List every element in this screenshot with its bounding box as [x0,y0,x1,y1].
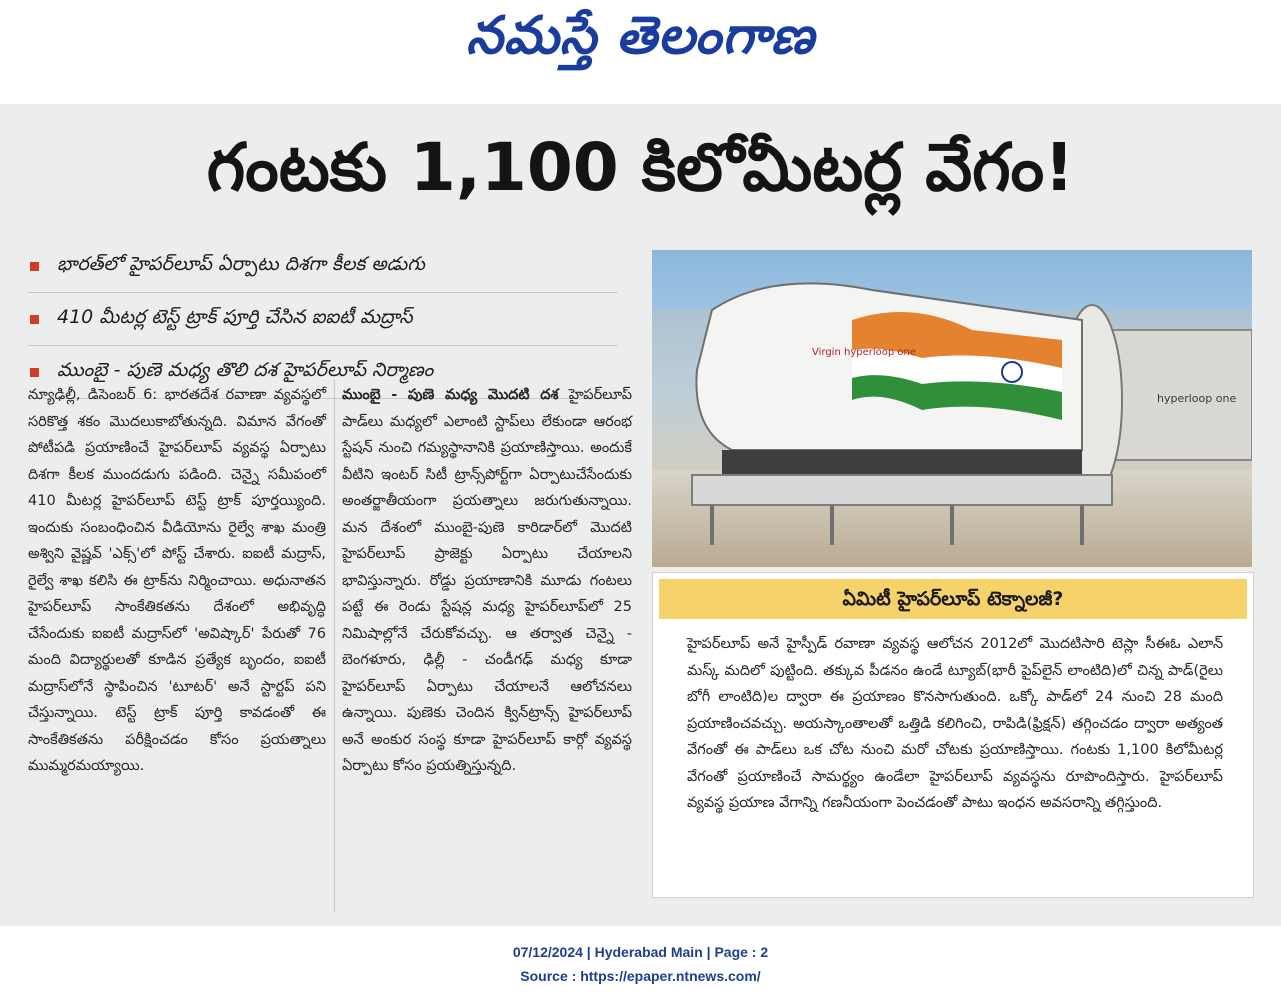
footer-source-line: Source : https://epaper.ntnews.com/ [520,968,761,984]
bullet-square-icon [30,368,39,377]
bullet-square-icon [30,262,39,271]
masthead-logo: నమస్తే తెలంగాణ [466,6,815,66]
column-subhead: ముంబై - పుణె మధ్య మొదటి దశ [342,387,559,403]
bullet-list [28,240,618,399]
bullet-text: భారత్‌లో హైపర్‌లూప్ ఏర్పాటు దిశగా కీలక అడుగు [57,252,425,275]
bullet-text: ముంబై - పుణె మధ్య తొలి దశ హైపర్‌లూప్ నిర్మాణం [57,358,434,381]
page-footer [0,940,1281,988]
bullet-item [28,240,618,293]
bullet-text: 410 మీటర్ల టెస్ట్ ట్రాక్ పూర్తి చేసిన ఐఐటీ మద్రాస్ [57,305,413,328]
column-text: హైపర్‌లూప్ పాడ్‌లు మధ్యలో ఎలాంటి స్టాప్‌లు లేకుండా ఆరంభ స్టేషన్ నుంచి గమ్యస్థానానికి ప్రయాణిస్తాయి. అందుకే వీటిని ఇంటర్ సిటీ ట్రాన్స్‌పోర్ట్‌గా ఏర్పాటుచేసేందుకు అంతర్జాతీయంగా ప్రయత్నాలు జరుగుతున్నాయి. మన దేశంలో ముంబై-పుణె కారిడార్‌లో మొదటి హైపర్‌లూప్ ప్రాజెక్టు ఏర్పాటు చేయాలని భావిస్తున్నారు. రోడ్డు ప్రయాణానికి మూడు గంటలు పట్టే ఈ రెండు స్టేషన్ల మధ్య హైపర్‌లూప్‌లో 25 నిమిషాల్లోనే చేరుకోవచ్చు. ఆ తర్వాత చెన్నై - బెంగళూరు, ఢిల్లీ - చండీగఢ్ మధ్య కూడా హైపర్‌లూప్ ఏర్పాటు చేయాలనే ఆలోచనలు ఉన్నాయి. పుణెకు చెందిన క్విన్‌ట్రాన్స్ హైపర్‌లూప్ అనే అంకుర సంస్థ కూడా హైపర్‌లూప్ కార్గో వ్యవస్థ ఏర్పాటు కోసం ప్రయత్నిస్తున్నది. [342,387,632,774]
explainer-text: హైపర్‌లూప్ అనే హైస్పీడ్ రవాణా వ్యవస్థ ఆలోచన 2012లో మొదటిసారి టెస్లా సీఈఓ ఎలాన్ మస్క్ మదిలో పుట్టింది. తక్కువ పీడనం ఉండే ట్యూబ్(భారీ పైప్‌లైన్ లాంటిది)లో చిన్న పాడ్(రైలు బోగీ లాంటిది)ల ద్వారా ఈ ప్రయాణం కొనసాగుతుంది. ఒక్కో పాడ్‌లో 24 నుంచి 28 మంది ప్రయాణించవచ్చు. అయస్కాంతాలతో ఒత్తిడి కలిగించి, రాపిడి(ఫ్రిక్షన్) తగ్గించడం ద్వారా అత్యంత వేగంతో ఈ పాడ్‌లు ఒక చోట నుంచి మరో చోటకు ప్రయాణిస్తాయి. గంటకు 1,100 కిలోమీటర్ల వేగంతో ప్రయాణించే సామర్థ్యం ఉండేలా హైపర్‌లూప్ వ్యవస్థను రూపొందిస్తారు. హైపర్‌లూప్ వ్యవస్థ ప్రయాణ వేగాన్ని గణనీయంగా పెంచడంతో పాటు ఇంధన అవసరాన్ని తగ్గిస్తుంది. [687,636,1223,811]
hyperloop-photo [652,250,1252,567]
bullet-item [28,293,618,346]
explainer-box [652,572,1254,898]
article-column-1: న్యూఢిల్లీ, డిసెంబర్ 6: భారతదేశ రవాణా వ్యవస్థలో సరికొత్త శకం మొదలుకాబోతున్నది. విమాన వేగంతో పోటీపడి ప్రయాణించే హైపర్‌లూప్ వ్యవస్థ ఏర్పాటు దిశగా కీలక ముందడుగు పడింది. చెన్నై సమీపంలో 410 మీటర్ల హైపర్‌లూప్ టెస్ట్ ట్రాక్ పూర్తయ్యింది. ఇందుకు సంబంధించిన వీడియోను రైల్వే శాఖ మంత్రి అశ్విని వైష్ణవ్ 'ఎక్స్'లో పోస్ట్ చేశారు. ఐఐటీ మద్రాస్, రైల్వే శాఖ కలిసి ఈ ట్రాక్‌ను నిర్మించాయి. అధునాతన హైపర్‌లూప్ సాంకేతికతను దేశంలో అభివృద్ధి చేసేందుకు ఐఐటీ మద్రాస్‌లో 'అవిష్కార్' పేరుతో 76 మంది విద్యార్థులతో కూడిన ప్రత్యేక బృందం, ఐఐటీ మద్రాస్‌లోనే స్థాపించిన 'టూటర్' అనే స్టార్టప్ పని చేస్తున్నాయి. టెస్ట్ ట్రాక్ పూర్తి కావడంతో ఈ సాంకేతికతను పరీక్షించడం కోసం ప్రయత్నాలు ముమ్మరమయ్యాయి. [28,387,326,774]
masthead [0,0,1281,104]
pod-brand: Virgin hyperloop one [812,347,916,358]
headline: గంటకు 1,100 కిలోమీటర్ల వేగం! [206,129,1075,206]
footer-date-line: 07/12/2024 | Hyderabad Main | Page : 2 [512,944,769,960]
hyperloop-pod-illustration [652,250,1252,567]
article-column-2 [342,382,632,780]
tube-label: hyperloop one [1157,392,1237,405]
explainer-title: ఏమిటీ హైపర్‌లూప్ టెక్నాలజీ? [659,579,1247,619]
bullet-square-icon [30,315,39,324]
column-divider [334,380,335,912]
